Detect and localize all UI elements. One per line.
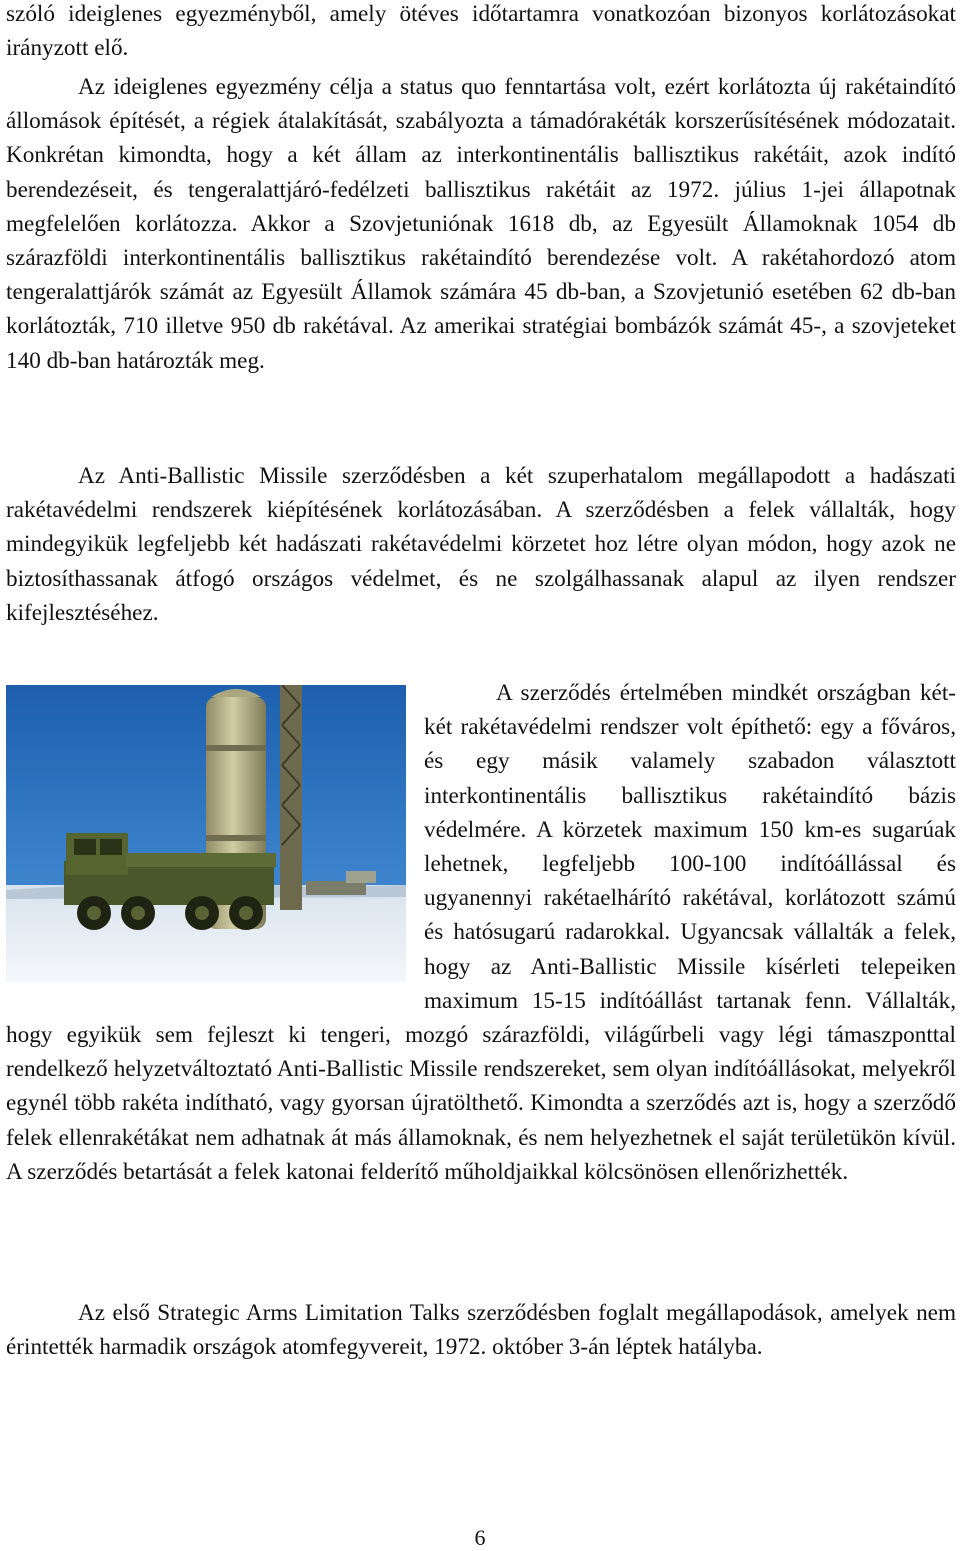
paragraph-treaty-terms: A szerződés értelmében mindkét országban két-két rakétavédelmi rendszer volt építhető: egy a főváros, és egy másik valamely szabadon választott interkontinentális ballisztikus rakétaindító bázis védelmére. A körzetek maximum 150 km-es sugarúak lehetnek, legfeljebb 100-100 indítóállással és ugyanennyi rakétaelhárító rakétával, korlátozott számú és hatósugarú radarokkal. Ugyancsak vállalták a felek, hogy az Anti-Ballistic Missile kísérleti telepeiken maximum 15-15 indítóállást tartanak fenn. Vállalták, hogy egyikük sem fejleszt ki tengeri, mozgó szárazföldi, világűrbeli vagy légi támaszponttal rendelkező helyzetváltoztató Anti-Ballistic Missile rendszereket, sem olyan indítóállásokat, melyekről egynél több rakéta indítható, vagy gyorsan újratölthető. Kimondta a szerződés azt is, hogy a szerződő felek ellenrakétákat nem adhatnak át más államoknak, és nem helyezhetnek el saját területükön kívül. A szerződés betartását a felek katonai felderítő műholdjaikkal kölcsönösen ellenőrizhették. (6, 680, 956, 1185)
page-number: 6 (474, 1525, 486, 1550)
paragraph-intro: szóló ideiglenes egyezményből, amely ötéves időtartamra vonatkozóan bizonyos korlátozásokat irányzott elő. (6, 1, 956, 62)
paragraph-salt-entry-into-force: Az első Strategic Arms Limitation Talks szerződésben foglalt megállapodások, amelyek nem érintették harmadik országok atomfegyvereit, 1972. október 3-án léptek hatályba. (6, 1300, 956, 1361)
paragraph-interim-agreement: Az ideiglenes egyezmény célja a status quo fenntartása volt, ezért korlátozta új rakétaindító állomások építését, a régiek átalakítását, szabályozta a támadórakéták korszerűsítésének módozatait. Konkrétan kimondta, hogy a két állam az interkontinentális ballisztikus rakétáit, azok indító berendezéseit, és tengeralattjáró-fedélzeti ballisztikus rakétáit az 1972. július 1-jei állapotnak megfelelően korlátozza. Akkor a Szovjetuniónak 1618 db, az Egyesült Államoknak 1054 db szárazföldi interkontinentális ballisztikus rakétaindító berendezése volt. A rakétahordozó atom tengeralattjárók számát az Egyesült Államok számára 45 db-ban, a Szovjetunió esetében 62 db-ban korlátozták, 710 illetve 950 db rakétával. Az amerikai stratégiai bombázók számát 45-, a szovjeteket 140 db-ban határozták meg. (6, 74, 956, 374)
paragraph-treaty-terms-block (6, 676, 956, 1189)
missile-launcher-photo (6, 685, 406, 982)
missile-launcher-illustration (6, 685, 406, 982)
paragraph-abm-treaty: Az Anti-Ballistic Missile szerződésben a két szuperhatalom megállapodott a hadászati rakétavédelmi rendszerek kiépítésének korlátozásában. A szerződésben a felek vállalták, hogy mindegyikük legfeljebb két hadászati rakétavédelmi körzetet hoz létre olyan módon, hogy azok ne biztosíthassanak átfogó országos védelmet, és ne szolgálhassanak alapul az ilyen rendszer kifejlesztéséhez. (6, 463, 956, 626)
